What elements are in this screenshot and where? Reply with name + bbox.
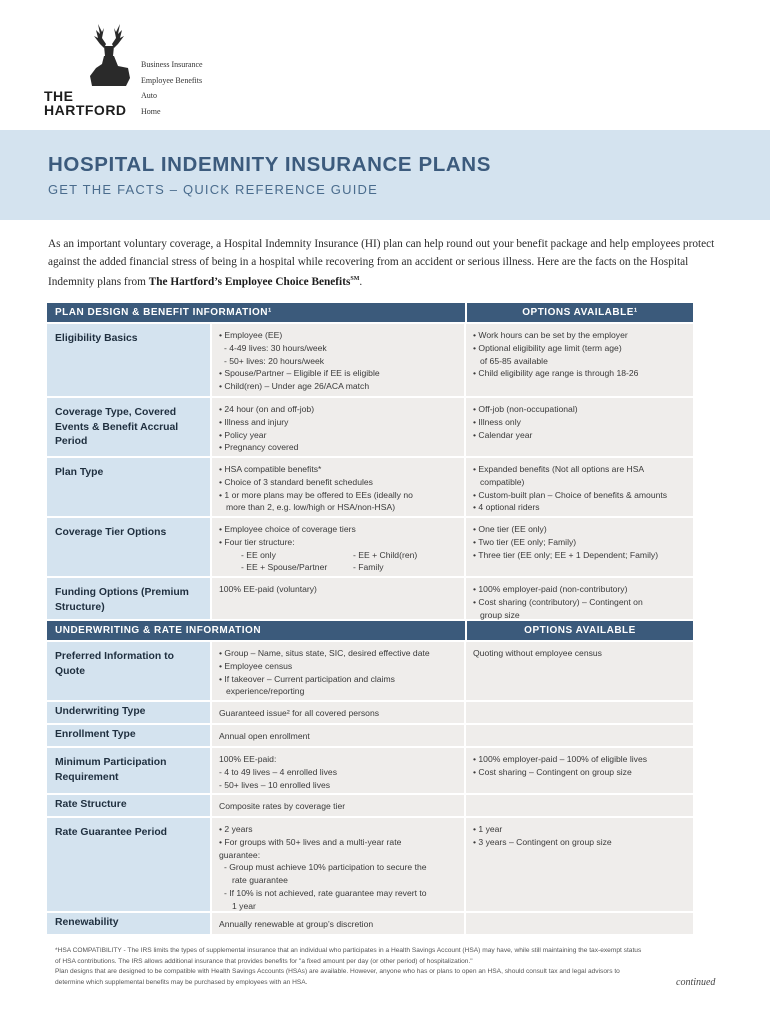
plan-design-cell: • HSA compatible benefits* • Choice of 3 standard benefit schedules • 1 or more plans may be offered to EEs (ideally no more than 2, e.g. low/high or HSA/non-HSA) bbox=[212, 458, 464, 516]
plan-design-cell: • Employee (EE) - 4-49 lives: 30 hours/week - 50+ lives: 20 hours/week • Spouse/Partner – Eligible if EE is eligible • Child(ren) – Under age 26/ACA match bbox=[212, 324, 464, 396]
intro-text: As an important voluntary coverage, a Hospital Indemnity Insurance (HI) plan can help round out your benefit package and help employees protect against the added financial stress of being in a hospital while recovering from an accident or serious illness. Here are the facts on the Hospital Indemnity plans from bbox=[48, 238, 715, 288]
row-label: Preferred Information to Quote bbox=[47, 642, 210, 700]
intro-brand: The Hartford’s Employee Choice Benefits℠ bbox=[148, 275, 360, 288]
logo-hartford-text: HARTFORD bbox=[44, 102, 127, 118]
footnote-line: determine which supplemental benefits may be purchased by employees with an HSA. bbox=[55, 978, 308, 986]
options-cell: • Work hours can be set by the employer • Optional eligibility age limit (term age) of 65-85 available • Child eligibility age range is through 18-26 bbox=[466, 324, 693, 396]
table-row bbox=[47, 324, 693, 396]
top-nav bbox=[141, 59, 203, 121]
footnote-line: of HSA contributions. The IRS allows additional insurance that provides benefits for "a fixed amount per day (or other period) of hospitalization." bbox=[55, 957, 473, 965]
table-row bbox=[47, 702, 693, 723]
table-row bbox=[47, 795, 693, 816]
options-cell bbox=[466, 795, 693, 816]
plan-design-cell: 100% EE-paid (voluntary) bbox=[212, 578, 464, 619]
table-row bbox=[47, 913, 693, 934]
page-subtitle: GET THE FACTS – QUICK REFERENCE GUIDE bbox=[48, 182, 378, 197]
intro-paragraph: As an important voluntary coverage, a Hospital Indemnity Insurance (HI) plan can help round out your benefit package and help employees protect against the added financial stress of being in a hospital while recovering from an accident or serious illness. Here are the facts on the Hospital Indemnity plans from The Hartford’s Employee Choice Benefits℠. bbox=[48, 238, 715, 288]
table-row bbox=[47, 748, 693, 793]
plan-design-cell: • Group – Name, situs state, SIC, desired effective date • Employee census • If takeover – Current participation and claims experience/reporting bbox=[212, 642, 464, 700]
continued-label: continued bbox=[676, 977, 716, 988]
plan-design-cell: 100% EE-paid: - 4 to 49 lives – 4 enrolled lives - 50+ lives – 10 enrolled lives bbox=[212, 748, 464, 793]
options-cell: • One tier (EE only) • Two tier (EE only; Family) • Three tier (EE only; EE + 1 Dependent; Family) bbox=[466, 518, 693, 576]
footnotes bbox=[55, 946, 655, 988]
plan-design-cell: Annual open enrollment bbox=[212, 725, 464, 746]
footnote-line: *HSA COMPATIBILITY - The IRS limits the types of supplemental insurance that an individual who participates in a Health Savings Account (HSA) may have, while still maintaining the tax-exempt status bbox=[55, 947, 642, 954]
row-label: Enrollment Type bbox=[47, 725, 210, 746]
page-title: HOSPITAL INDEMNITY INSURANCE PLANS bbox=[48, 153, 491, 176]
table-row bbox=[47, 398, 693, 456]
options-cell: • 100% employer-paid (non-contributory) • Cost sharing (contributory) – Contingent on group size bbox=[466, 578, 693, 619]
options-cell: • Off-job (non-occupational) • Illness only • Calendar year bbox=[466, 398, 693, 456]
footnote-line: Plan designs that are designed to be compatible with Health Savings Accounts (HSAs) are available. However, anyone who has or plans to open an HSA, should consult tax and legal advisors to bbox=[55, 968, 620, 975]
table-row bbox=[47, 578, 693, 619]
row-label: Coverage Type, Covered Events & Benefit Accrual Period bbox=[47, 398, 210, 456]
row-label: Plan Type bbox=[47, 458, 210, 516]
row-label: Renewability bbox=[47, 913, 210, 934]
plan-design-cell: Composite rates by coverage tier bbox=[212, 795, 464, 816]
plan-design-cell: Guaranteed issue² for all covered persons bbox=[212, 702, 464, 723]
options-cell bbox=[466, 702, 693, 723]
plan-design-cell: Annually renewable at group’s discretion bbox=[212, 913, 464, 934]
section-header bbox=[47, 303, 693, 322]
plan-design-cell: • Employee choice of coverage tiers • Four tier structure: - EE only - EE + Child(ren) - EE + Spouse/Partner - Family bbox=[212, 518, 464, 576]
row-label: Underwriting Type bbox=[47, 702, 210, 723]
row-label: Funding Options (Premium Structure) bbox=[47, 578, 210, 619]
row-label: Coverage Tier Options bbox=[47, 518, 210, 576]
hartford-logo[interactable] bbox=[44, 22, 136, 122]
row-label: Eligibility Basics bbox=[47, 324, 210, 396]
nav-business-insurance[interactable]: Business Insurance bbox=[141, 60, 203, 69]
table-row bbox=[47, 818, 693, 911]
row-label: Rate Structure bbox=[47, 795, 210, 816]
options-cell: Quoting without employee census bbox=[466, 642, 693, 700]
section-header-left: UNDERWRITING & RATE INFORMATION bbox=[55, 625, 262, 636]
table-row bbox=[47, 642, 693, 700]
nav-employee-benefits[interactable]: Employee Benefits bbox=[141, 75, 203, 85]
stag-icon bbox=[84, 22, 134, 86]
section-header bbox=[47, 621, 693, 640]
nav-home[interactable]: Home bbox=[141, 106, 161, 116]
options-cell: • Expanded benefits (Not all options are HSA compatible) • Custom-built plan – Choice of benefits & amounts • 4 optional riders bbox=[466, 458, 693, 516]
options-cell bbox=[466, 725, 693, 746]
nav-auto[interactable]: Auto bbox=[141, 91, 157, 100]
section-header-left: PLAN DESIGN & BENEFIT INFORMATION¹ bbox=[55, 307, 272, 318]
options-cell bbox=[466, 913, 693, 934]
options-cell: • 1 year • 3 years – Contingent on group size bbox=[466, 818, 693, 911]
row-label: Rate Guarantee Period bbox=[47, 818, 210, 911]
plan-design-cell: • 24 hour (on and off-job) • Illness and injury • Policy year • Pregnancy covered bbox=[212, 398, 464, 456]
table-row bbox=[47, 725, 693, 746]
table-row bbox=[47, 518, 693, 576]
section-header-right: OPTIONS AVAILABLE¹ bbox=[522, 307, 638, 318]
plan-design-cell: • 2 years • For groups with 50+ lives and a multi-year rate guarantee: - Group must achieve 10% participation to secure the rate guarantee - If 10% is not achieved, rate guarantee may revert to 1 year bbox=[212, 818, 464, 911]
table-row bbox=[47, 458, 693, 516]
options-cell: • 100% employer-paid – 100% of eligible lives • Cost sharing – Contingent on group size bbox=[466, 748, 693, 793]
section-header-right: OPTIONS AVAILABLE bbox=[524, 625, 636, 636]
logo-the-text: THE bbox=[44, 88, 74, 104]
row-label: Minimum Participation Requirement bbox=[47, 748, 210, 793]
